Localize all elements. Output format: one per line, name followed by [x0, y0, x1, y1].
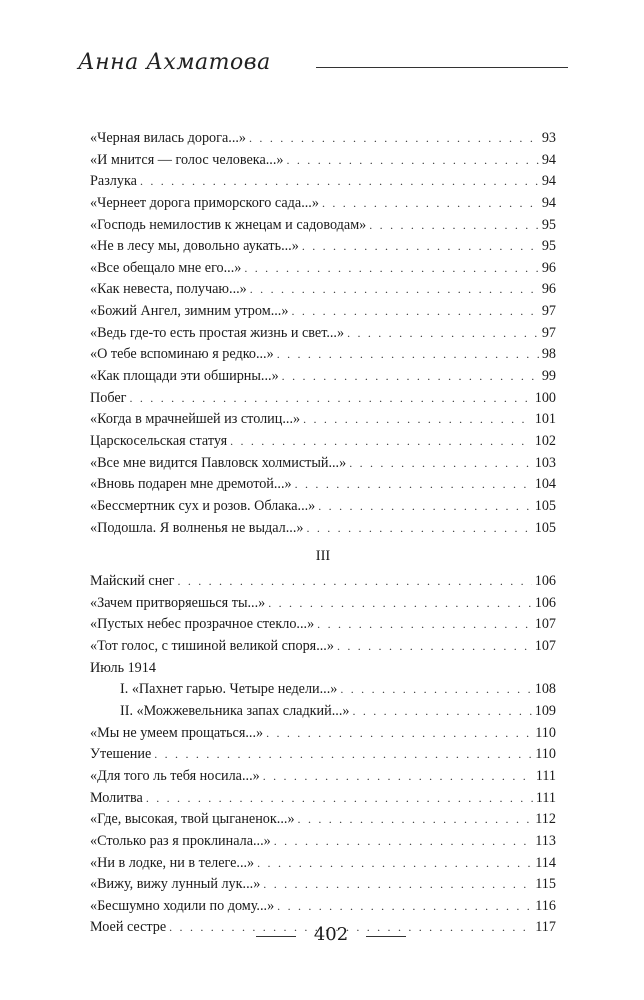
toc-entry-title: Побег — [90, 389, 127, 406]
toc-entry-page: 94 — [541, 151, 556, 168]
toc-entry — [90, 809, 556, 831]
toc-entry-page: 106 — [534, 573, 556, 590]
table-of-contents — [90, 128, 556, 939]
toc-entry-title: Майский снег — [90, 573, 175, 590]
toc-entry — [90, 723, 556, 745]
toc-group-2b — [90, 723, 556, 939]
toc-entry-title: «Пустых небес прозрачное стекло...» — [90, 616, 315, 633]
dot-leader — [352, 701, 531, 723]
page-footer — [0, 920, 644, 950]
toc-entry-page: 102 — [534, 432, 556, 449]
toc-entry — [90, 593, 556, 615]
toc-entry-page: 101 — [534, 411, 556, 428]
toc-entry-title: Царскосельская статуя — [90, 432, 228, 449]
toc-entry — [90, 744, 556, 766]
section-heading: III — [315, 548, 331, 565]
toc-entry — [90, 301, 556, 323]
toc-entry — [90, 236, 556, 258]
dot-leader — [322, 193, 539, 215]
toc-entry-page: 97 — [541, 303, 556, 320]
dot-leader — [140, 171, 539, 193]
toc-entry-page: 111 — [535, 767, 556, 784]
page-number: 402 — [313, 924, 349, 945]
toc-entry-title: «Зачем притворяешься ты...» — [90, 594, 266, 611]
toc-entry — [90, 474, 556, 496]
dot-leader — [268, 593, 532, 615]
toc-entry-page: 107 — [534, 616, 556, 633]
toc-entry-title: Утешение — [90, 746, 152, 763]
dot-leader — [349, 453, 532, 475]
toc-entry — [90, 388, 556, 410]
toc-entry-title: «Вновь подарен мне дремотой...» — [90, 476, 292, 493]
toc-entry-title: I. «Пахнет гарью. Четыре недели...» — [120, 681, 338, 698]
toc-entry-page: 99 — [541, 368, 556, 385]
dot-leader — [130, 388, 532, 410]
toc-entry-title: «Все обещало мне его...» — [90, 259, 242, 276]
footer-dash-left — [256, 936, 296, 937]
toc-entry-title: «Господь немилостив к жнецам и садоводам» — [90, 216, 367, 233]
toc-entry-title: «Ни в лодке, ни в телеге...» — [90, 854, 255, 871]
toc-entry — [90, 571, 556, 593]
toc-entry — [90, 896, 556, 918]
toc-entry — [90, 614, 556, 636]
dot-leader — [244, 258, 538, 280]
dot-leader — [257, 853, 532, 875]
toc-entry — [90, 193, 556, 215]
toc-entry-page: 95 — [541, 216, 556, 233]
dot-leader — [302, 236, 539, 258]
toc-entry-title: «Как площади эти обширны...» — [90, 368, 279, 385]
toc-entry-page: 116 — [535, 897, 556, 914]
toc-entry-title: «Ведь где-то есть простая жизнь и свет...» — [90, 324, 345, 341]
toc-entry — [90, 766, 556, 788]
toc-entry-page: 115 — [535, 876, 556, 893]
toc-entry-title: «Когда в мрачнейшей из столиц...» — [90, 411, 301, 428]
toc-entry-page: 108 — [534, 681, 556, 698]
toc-entry-page: 96 — [541, 259, 556, 276]
toc-entry-title: «Черная вилась дорога...» — [90, 130, 247, 146]
cycle-title: Июль 1914 — [90, 659, 156, 676]
toc-entry — [90, 150, 556, 172]
toc-group-1 — [90, 128, 556, 539]
toc-entry-title: «Подошла. Я волненья не выдал...» — [90, 519, 304, 536]
dot-leader — [298, 809, 533, 831]
dot-leader — [266, 723, 532, 745]
toc-entry — [90, 279, 556, 301]
toc-entry — [90, 831, 556, 853]
toc-entry-page: 94 — [541, 173, 556, 190]
dot-leader — [263, 766, 533, 788]
toc-entry — [90, 128, 556, 150]
dot-leader — [303, 409, 532, 431]
toc-entry-title: «Бесшумно ходили по дому...» — [90, 897, 275, 914]
dot-leader — [282, 366, 539, 388]
toc-entry-title: «Для того ль тебя носила...» — [90, 767, 260, 784]
toc-entry-page: 97 — [541, 324, 556, 341]
dot-leader — [287, 150, 539, 172]
toc-entry-page: 100 — [534, 389, 556, 406]
toc-entry-title: «О тебе вспоминаю я редко...» — [90, 346, 274, 363]
toc-entry-page: 106 — [534, 594, 556, 611]
toc-entry-page: 98 — [541, 346, 556, 363]
dot-leader — [230, 431, 532, 453]
toc-entry-page: 105 — [534, 519, 556, 536]
toc-entry — [90, 171, 556, 193]
toc-entry-page: 95 — [541, 238, 556, 255]
toc-entry-page: 103 — [534, 454, 556, 471]
dot-leader — [263, 874, 532, 896]
toc-entry — [90, 344, 556, 366]
toc-group-2a — [90, 571, 556, 658]
dot-leader — [291, 301, 538, 323]
toc-entry-page: 113 — [535, 832, 556, 849]
toc-entry — [90, 636, 556, 658]
dot-leader — [347, 323, 539, 345]
toc-entry-title: II. «Можжевельника запах сладкий...» — [120, 703, 350, 720]
toc-entry-title: Разлука — [90, 173, 137, 190]
toc-entry — [90, 874, 556, 896]
dot-leader — [295, 474, 532, 496]
dot-leader — [317, 614, 532, 636]
toc-entry-title: «Все мне видится Павловск холмистый...» — [90, 454, 347, 471]
toc-entry-page: 111 — [535, 789, 556, 806]
footer-dash-right — [366, 936, 406, 937]
toc-entry-title: «Божий Ангел, зимним утром...» — [90, 303, 289, 320]
toc-entry — [90, 453, 556, 475]
header-rule — [316, 67, 568, 68]
toc-entry — [90, 679, 556, 701]
toc-entry-page: 109 — [534, 703, 556, 720]
dot-leader — [249, 128, 539, 150]
dot-leader — [277, 344, 539, 366]
toc-entry — [90, 323, 556, 345]
toc-cycle-items — [90, 679, 556, 722]
toc-entry — [90, 496, 556, 518]
toc-entry-page: 93 — [541, 130, 556, 146]
toc-entry — [90, 788, 556, 810]
toc-entry-title: «Тот голос, с тишиной великой споря...» — [90, 638, 334, 655]
toc-entry-page: 117 — [535, 919, 556, 936]
toc-entry — [90, 701, 556, 723]
dot-leader — [340, 679, 531, 701]
toc-entry-page: 112 — [535, 811, 556, 828]
toc-entry-page: 96 — [541, 281, 556, 298]
toc-entry-title: «Бессмертник сух и розов. Облака...» — [90, 497, 316, 514]
toc-entry — [90, 409, 556, 431]
toc-entry-page: 105 — [534, 497, 556, 514]
toc-entry-page: 110 — [535, 724, 556, 741]
dot-leader — [146, 788, 533, 810]
toc-entry-page: 114 — [535, 854, 556, 871]
running-header — [78, 46, 570, 86]
toc-entry-title: «Где, высокая, твой цыганенок...» — [90, 811, 295, 828]
dot-leader — [318, 496, 531, 518]
toc-entry — [90, 366, 556, 388]
dot-leader — [274, 831, 532, 853]
toc-entry — [90, 518, 556, 540]
dot-leader — [277, 896, 532, 918]
dot-leader — [154, 744, 532, 766]
toc-entry-title: «Столько раз я проклинала...» — [90, 832, 271, 849]
toc-entry-title: «Вижу, вижу лунный лук...» — [90, 876, 261, 893]
toc-entry — [90, 258, 556, 280]
toc-entry-title: «Не в лесу мы, довольно аукать...» — [90, 238, 299, 255]
dot-leader — [369, 215, 539, 237]
toc-entry-page: 94 — [541, 194, 556, 211]
toc-entry-title: «И мнится — голос человека...» — [90, 151, 284, 168]
toc-entry-title: «Чернеет дорога приморского сада...» — [90, 194, 319, 211]
toc-entry — [90, 853, 556, 875]
toc-entry-page: 110 — [535, 746, 556, 763]
dot-leader — [177, 571, 531, 593]
dot-leader — [337, 636, 532, 658]
toc-entry-title: «Мы не умеем прощаться...» — [90, 724, 264, 741]
dot-leader — [250, 279, 539, 301]
toc-entry — [90, 431, 556, 453]
toc-entry-title: Моей сестре — [90, 919, 167, 936]
toc-entry — [90, 215, 556, 237]
dot-leader — [306, 518, 531, 540]
toc-entry-page: 104 — [534, 476, 556, 493]
toc-entry-title: Молитва — [90, 789, 143, 806]
toc-entry-title: «Как невеста, получаю...» — [90, 281, 247, 298]
author-name: Анна Ахматова — [78, 50, 271, 75]
toc-entry-page: 107 — [534, 638, 556, 655]
